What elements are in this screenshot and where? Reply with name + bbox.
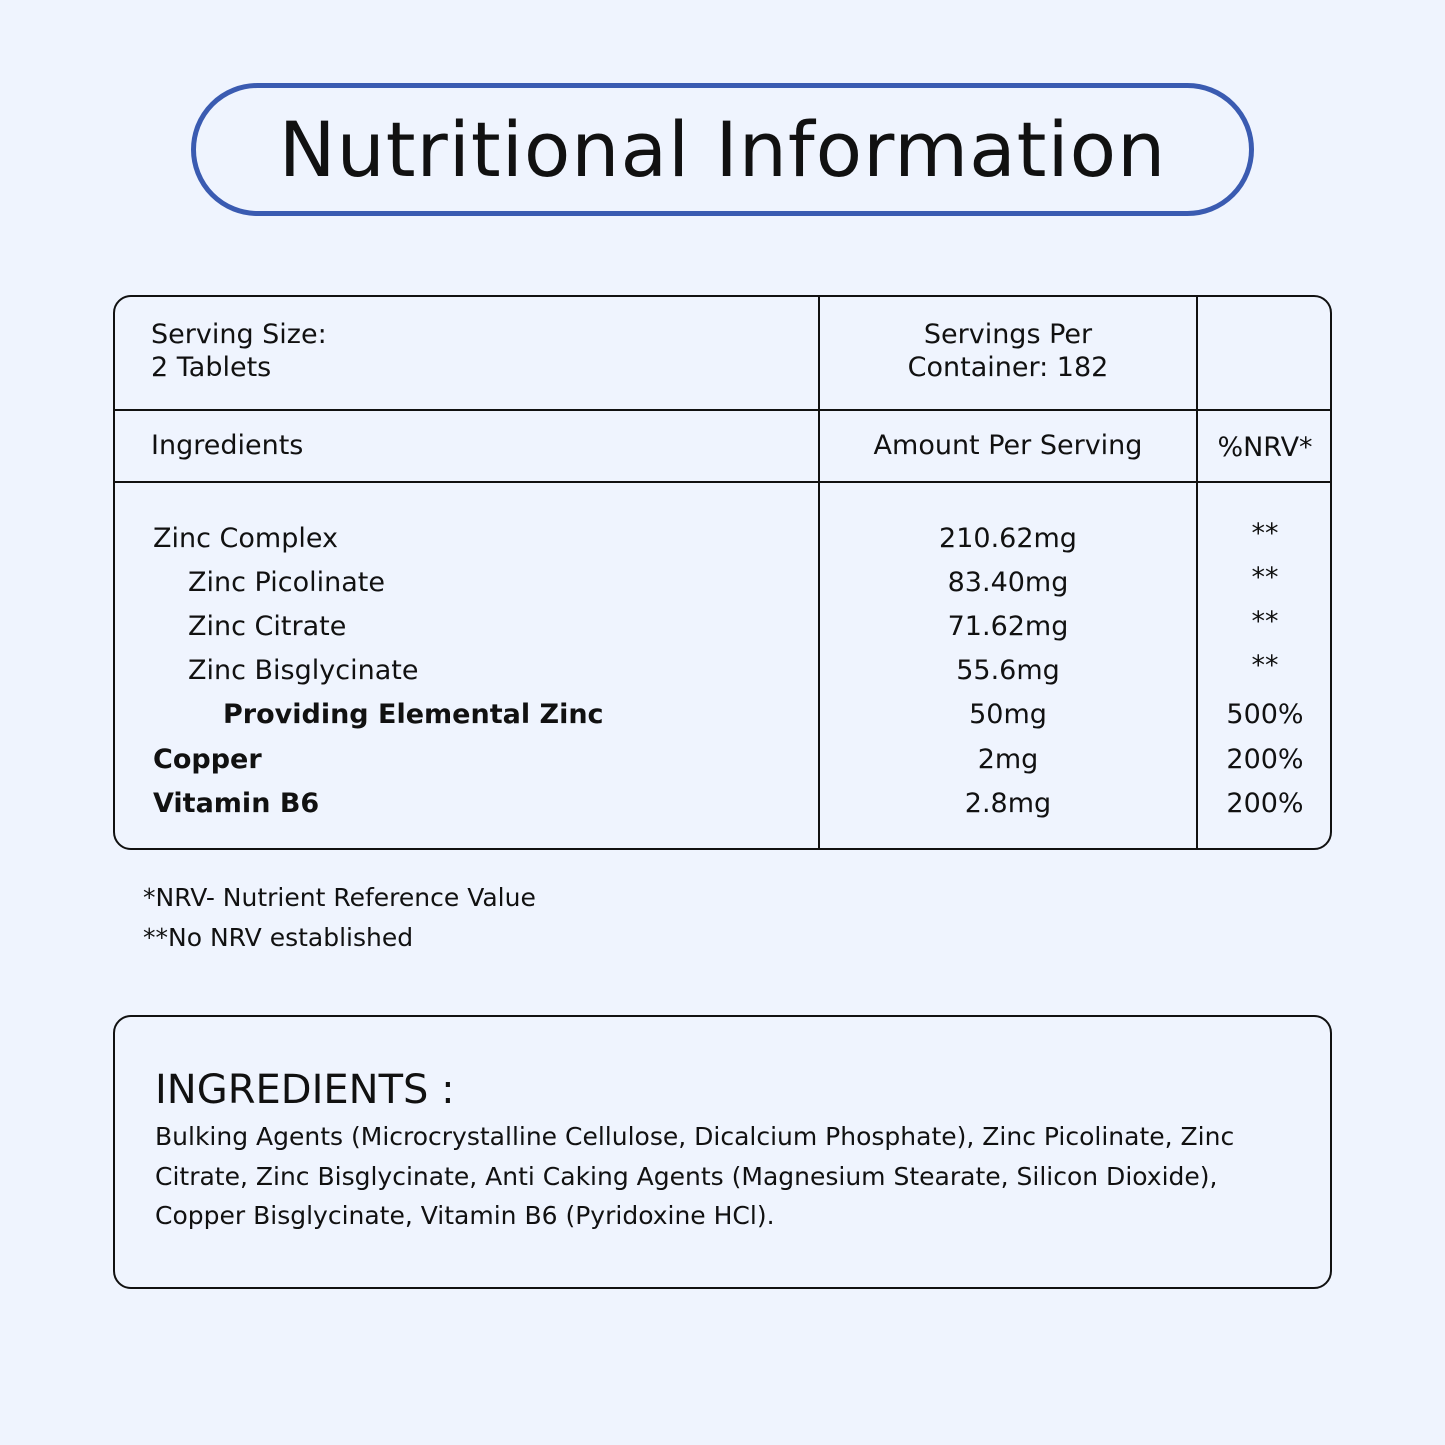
- ingredient-amount: 2.8mg: [964, 788, 1052, 819]
- ingredient-amount: 210.62mg: [939, 523, 1077, 554]
- ingredient-nrv: **: [1251, 518, 1279, 549]
- ingredient-name: Vitamin B6: [153, 788, 320, 819]
- ingredient-amount: 71.62mg: [947, 611, 1069, 642]
- row-divider: [115, 409, 1330, 411]
- header-amount: Amount Per Serving: [873, 430, 1143, 461]
- ingredient-name: Zinc Complex: [153, 523, 338, 554]
- footnote-nrv-definition: *NRV- Nutrient Reference Value: [143, 883, 536, 912]
- nutrition-table: [113, 295, 1332, 850]
- ingredient-name: Zinc Bisglycinate: [188, 655, 419, 686]
- ingredient-nrv: 200%: [1226, 744, 1304, 775]
- ingredients-heading: INGREDIENTS :: [155, 1067, 455, 1113]
- footnote-no-nrv: **No NRV established: [143, 923, 414, 952]
- footnotes: [143, 878, 536, 958]
- ingredient-name: Copper: [153, 744, 262, 775]
- row-divider: [115, 481, 1330, 483]
- servings-per-container-line2: Container: 182: [907, 352, 1109, 383]
- ingredient-nrv: **: [1251, 650, 1279, 681]
- header-ingredients: Ingredients: [151, 430, 304, 461]
- ingredient-nrv: 200%: [1226, 788, 1304, 819]
- serving-size-label: Serving Size:: [151, 319, 327, 350]
- ingredients-list: Bulking Agents (Microcrystalline Cellulose, Dicalcium Phosphate), Zinc Picolinate, Zinc Citrate, Zinc Bisglycinate, Anti Caking Agents (Magnesium Stearate, Silicon Dioxide), Copper Bisglycinate, Vitamin B6 (Pyridoxine HCl).: [155, 1122, 1235, 1230]
- header-nrv: %NRV*: [1217, 432, 1313, 463]
- ingredient-amount: 50mg: [969, 699, 1047, 730]
- page-title: Nutritional Information: [278, 105, 1167, 194]
- ingredient-amount: 55.6mg: [956, 655, 1060, 686]
- ingredient-name: Zinc Picolinate: [188, 567, 385, 598]
- ingredient-name: Providing Elemental Zinc: [223, 699, 604, 730]
- ingredient-nrv: 500%: [1226, 699, 1304, 730]
- serving-size-value: 2 Tablets: [151, 352, 272, 383]
- servings-per-container-line1: Servings Per: [923, 319, 1093, 350]
- ingredients-box: [113, 1015, 1332, 1289]
- ingredient-amount: 2mg: [977, 744, 1039, 775]
- ingredient-nrv: **: [1251, 606, 1279, 637]
- ingredient-amount: 83.40mg: [947, 567, 1069, 598]
- ingredient-name: Zinc Citrate: [188, 611, 347, 642]
- ingredient-nrv: **: [1251, 562, 1279, 593]
- title-banner: [191, 83, 1254, 216]
